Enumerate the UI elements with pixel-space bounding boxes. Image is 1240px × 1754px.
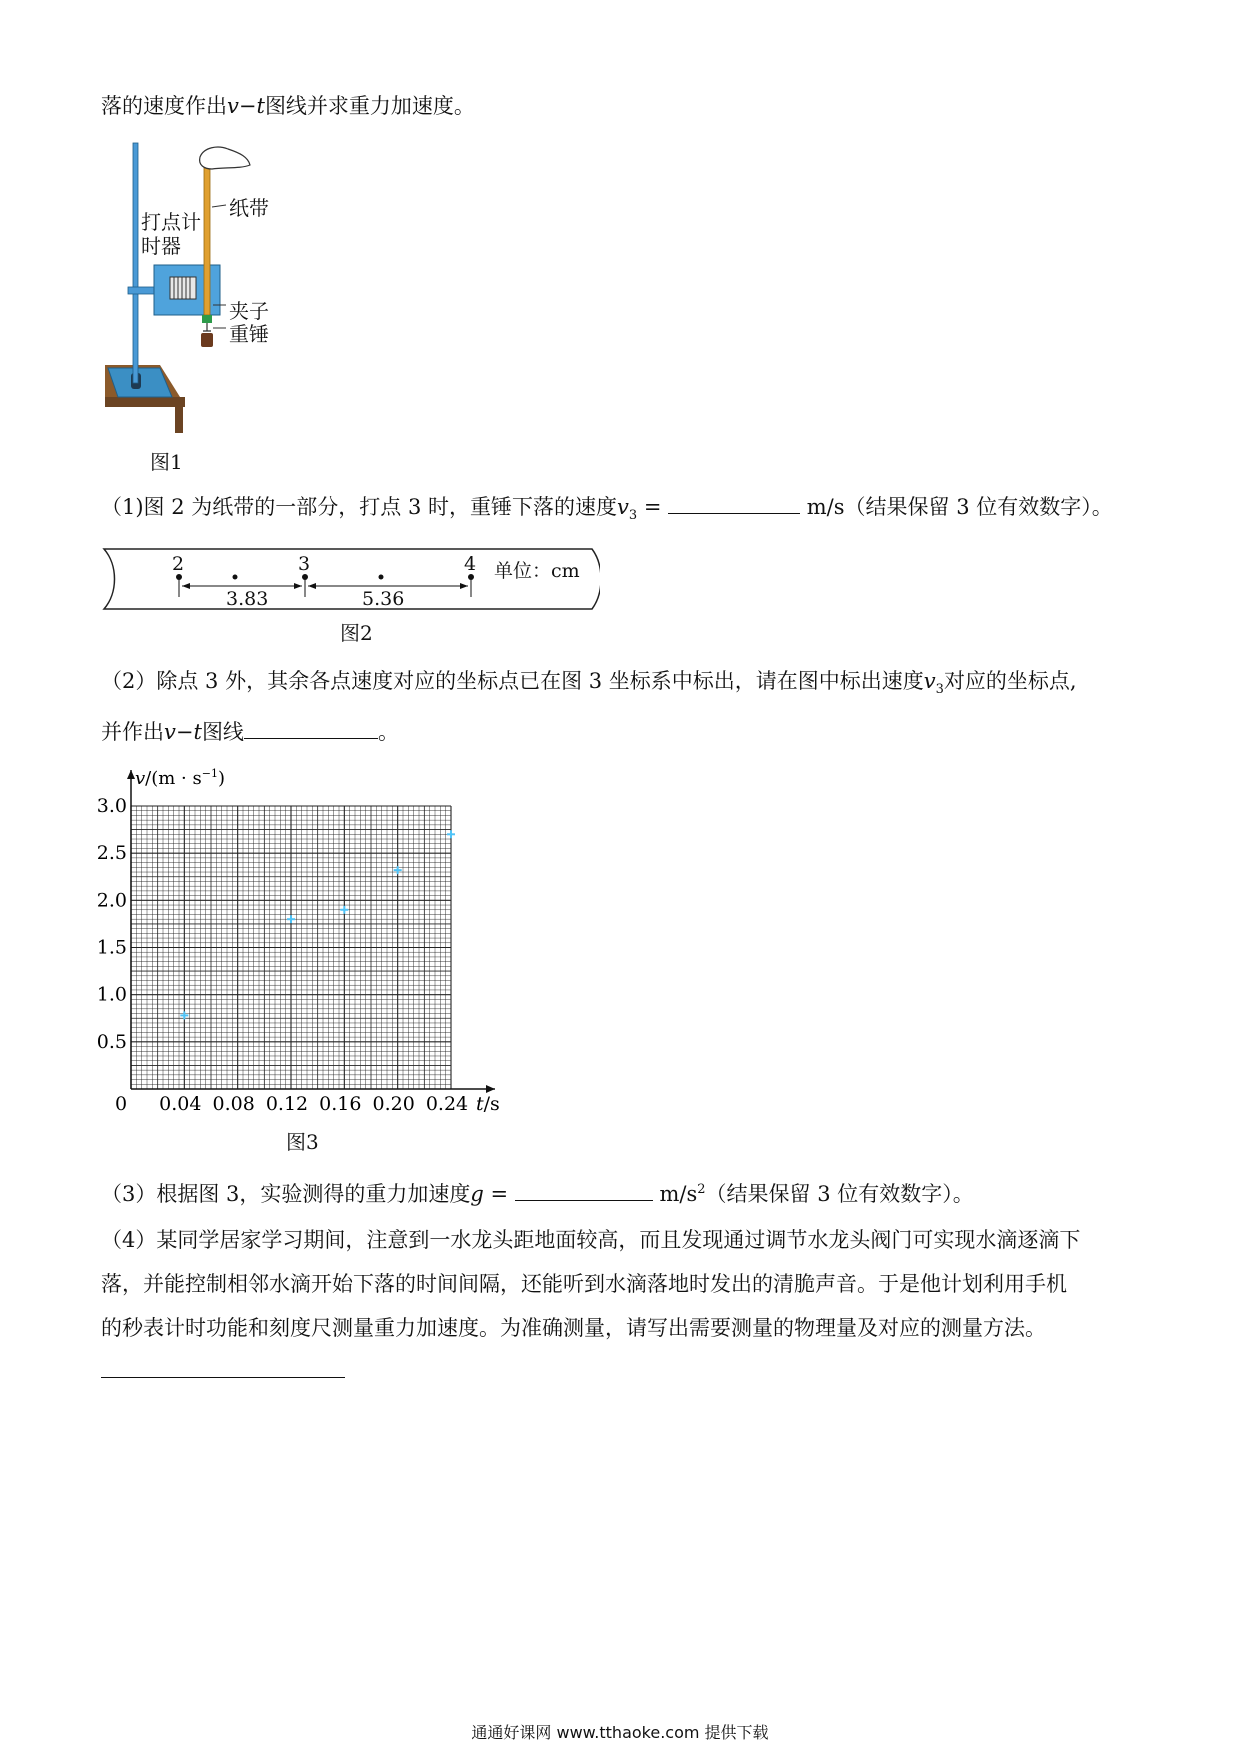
intro-line [101, 92, 475, 120]
x-tick-label: 0.24 [425, 1093, 469, 1115]
q2-post: 对应的坐标点, [943, 669, 1077, 693]
tape-point-4: 4 [464, 553, 477, 575]
graph-axes [127, 770, 495, 1093]
origin-label: 0 [114, 1093, 128, 1115]
q2-sub: 3 [935, 682, 944, 698]
tape-point-2: 2 [172, 553, 185, 575]
intro-dash: − [238, 94, 257, 118]
graph-grid [131, 806, 451, 1089]
q2-answer-blank[interactable] [244, 718, 378, 739]
q1-sub: 3 [628, 508, 638, 524]
y-tick-label: 0.5 [96, 1030, 127, 1053]
intro-t: t [256, 94, 265, 118]
table-edge [105, 397, 185, 407]
question-2-line-1 [101, 667, 1077, 704]
x-axis-arrow [486, 1085, 495, 1093]
q1-post: m/s（结果保留 3 位有效数字）。 [800, 495, 1113, 519]
figure-3-caption: 图3 [286, 1130, 319, 1154]
q2-line2-t: t [193, 720, 202, 744]
q3-exp: 2 [697, 1182, 706, 1197]
figure-1-caption: 图1 [150, 450, 183, 474]
intro-text: 落的速度作出 [101, 94, 227, 118]
q1-text: （1)图 2 为纸带的一部分，打点 3 时，重锤下落的速度 [101, 495, 617, 519]
label-tape: 纸带 [229, 196, 269, 220]
q4-answer-line[interactable] [101, 1377, 345, 1378]
figure-2-caption: 图2 [340, 621, 373, 645]
x-tick-label: 0.20 [372, 1093, 415, 1115]
q2-v: v [923, 669, 936, 693]
page-footer: 通通好课网 www.tthaoke.com 提供下载 [471, 1723, 769, 1742]
q3-eq: = [483, 1182, 515, 1206]
intro-v: v [227, 94, 239, 118]
label-timer-line1: 打点计 [141, 210, 201, 234]
q1-eq: = [637, 495, 669, 519]
clamp-arm [128, 287, 156, 294]
data-point-marker [287, 915, 295, 923]
q1-v: v [616, 495, 629, 519]
question-2-line-2 [101, 718, 399, 746]
q2-line2-v: v [164, 720, 176, 744]
figure-3-vt-graph [95, 760, 515, 1120]
y-tick-label: 2.0 [96, 889, 127, 912]
tape-unit: 单位：cm [494, 560, 580, 582]
q2-line2-dash: − [175, 720, 194, 744]
q2-line2-text: 并作出 [101, 720, 164, 744]
y-axis-arrow [127, 770, 135, 779]
x-tick-label: 0.12 [265, 1093, 309, 1115]
intro-post: 图线并求重力加速度。 [264, 94, 475, 118]
weight-shape [201, 333, 213, 347]
q3-answer-blank[interactable] [515, 1180, 653, 1201]
tape-distance-2: 5.36 [362, 588, 405, 610]
question-3 [101, 1176, 974, 1208]
label-clip: 夹子 [229, 299, 269, 323]
x-tick-label: 0.04 [159, 1093, 202, 1115]
tape-distance-1: 3.83 [226, 588, 269, 610]
figure-1-apparatus [100, 135, 300, 445]
question-4-line-3: 的秒表计时功能和刻度尺测量重力加速度。为准确测量，请写出需要测量的物理量及对应的测量方法。 [101, 1316, 1046, 1340]
stand-pole [133, 143, 138, 383]
x-tick-label: 0.16 [319, 1093, 362, 1115]
hand-drawing [200, 147, 250, 169]
q2-text: （2）除点 3 外，其余各点速度对应的坐标点已在图 3 坐标系中标出，请在图中标出速度 [101, 669, 924, 693]
clip-shape [202, 315, 212, 323]
q2-line2-end: 。 [377, 720, 399, 744]
q2-line2-post: 图线 [201, 720, 244, 744]
y-axis-label: $v/(m \cdot s^{-1})$ [135, 767, 225, 789]
q3-g: g [470, 1182, 484, 1206]
question-4-line-2: 落，并能控制相邻水滴开始下落的时间间隔，还能听到水滴落地时发出的清脆声音。于是他计划利用手机 [101, 1272, 1067, 1296]
x-tick-label: 0.08 [212, 1093, 255, 1115]
q1-answer-blank[interactable] [668, 493, 800, 514]
data-point-marker [340, 906, 348, 914]
y-tick-label: 3.0 [96, 795, 127, 817]
q3-unit: m/s [652, 1182, 698, 1206]
paper-tape [204, 155, 210, 315]
y-tick-label: 2.5 [96, 842, 127, 865]
data-point-marker [447, 830, 455, 838]
question-1 [101, 493, 1113, 530]
label-timer-line2: 时器 [141, 234, 181, 258]
label-weight: 重锤 [229, 322, 269, 346]
x-axis-label: t/s [476, 1093, 500, 1115]
tape-point-3: 3 [298, 553, 311, 575]
y-tick-label: 1.5 [96, 936, 127, 959]
question-4-line-1: （4）某同学居家学习期间，注意到一水龙头距地面较高，而且发现通过调节水龙头阀门可实现水滴逐滴下 [101, 1228, 1081, 1252]
q3-post: （结果保留 3 位有效数字）。 [705, 1182, 974, 1206]
table-leg [175, 397, 183, 433]
y-tick-label: 1.0 [96, 983, 127, 1006]
q3-text: （3）根据图 3，实验测得的重力加速度 [101, 1182, 471, 1206]
